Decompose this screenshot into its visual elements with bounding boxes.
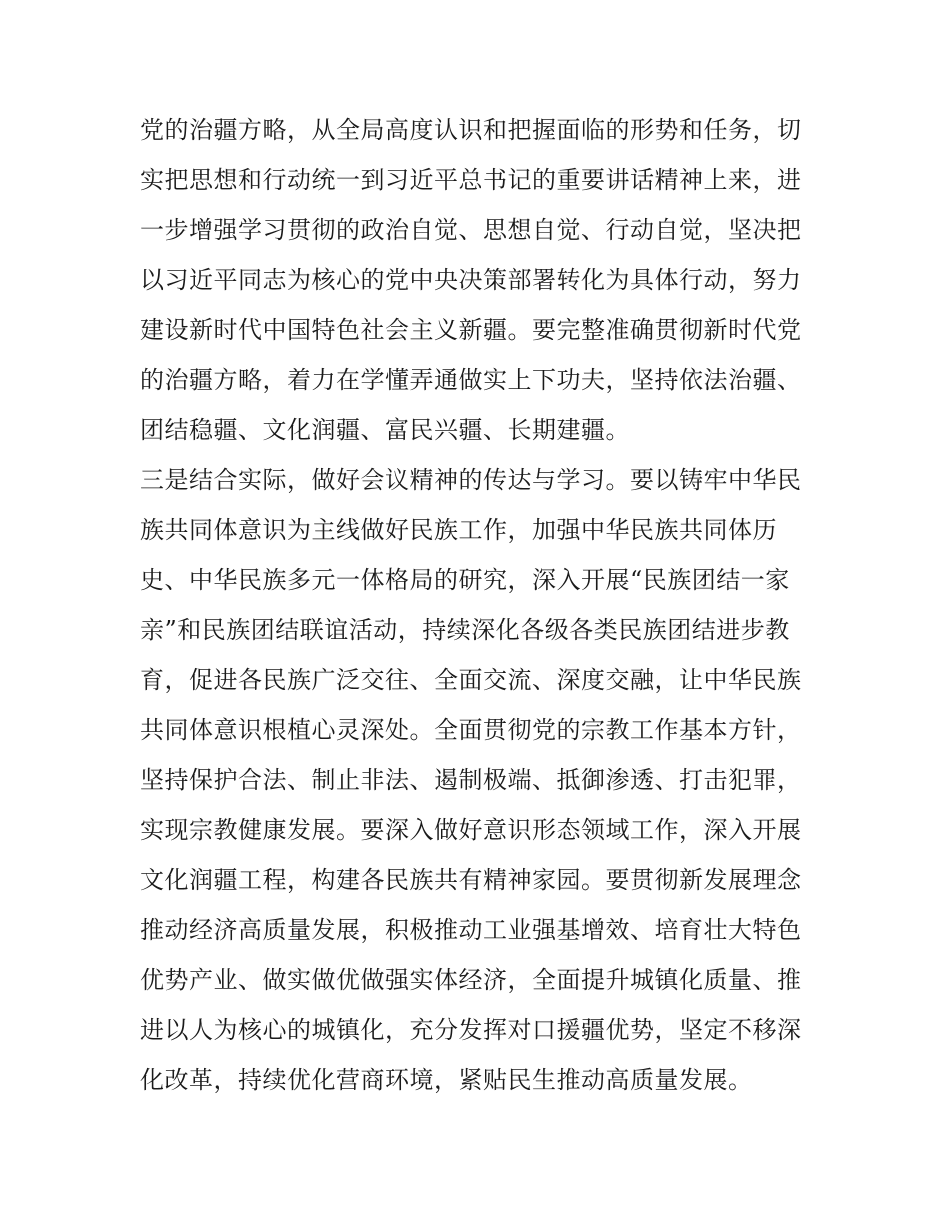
text-line: 一步增强学习贯彻的政治自觉、思想自觉、行动自觉，坚决把 (140, 216, 802, 244)
text-line: 实把思想和行动统一到习近平总书记的重要讲话精神上来，进 (140, 166, 802, 194)
text-line: 建设新时代中国特色社会主义新疆。要完整准确贯彻新时代党 (140, 316, 802, 344)
text-line: 化改革，持续优化营商环境，紧贴民生推动高质量发展。 (140, 1066, 753, 1094)
body-text (140, 105, 820, 1105)
text-line: 以习近平同志为核心的党中央决策部署转化为具体行动，努力 (140, 266, 802, 294)
text-line: 坚持保护合法、制止非法、遏制极端、抵御渗透、打击犯罪， (140, 766, 802, 794)
text-line: 三是结合实际，做好会议精神的传达与学习。要以铸牢中华民 (140, 466, 802, 494)
text-line: 育，促进各民族广泛交往、全面交流、深度交融，让中华民族 (140, 666, 802, 694)
text-line: 文化润疆工程，构建各民族共有精神家园。要贯彻新发展理念 (140, 866, 802, 894)
text-line: 实现宗教健康发展。要深入做好意识形态领域工作，深入开展 (140, 816, 802, 844)
text-line: 推动经济高质量发展，积极推动工业强基增效、培育壮大特色 (140, 916, 802, 944)
text-line: 亲”和民族团结联谊活动，持续深化各级各类民族团结进步教 (140, 616, 790, 644)
text-line: 史、中华民族多元一体格局的研究，深入开展“民族团结一家 (140, 566, 790, 594)
text-line: 团结稳疆、文化润疆、富民兴疆、长期建疆。 (140, 416, 630, 444)
text-line: 党的治疆方略，从全局高度认识和把握面临的形势和任务，切 (140, 116, 802, 144)
text-line: 的治疆方略，着力在学懂弄通做实上下功夫，坚持依法治疆、 (140, 366, 802, 394)
text-line: 族共同体意识为主线做好民族工作，加强中华民族共同体历 (140, 516, 777, 544)
text-line: 进以人为核心的城镇化，充分发挥对口援疆优势，坚定不移深 (140, 1016, 802, 1044)
text-line: 优势产业、做实做优做强实体经济，全面提升城镇化质量、推 (140, 966, 802, 994)
text-line: 共同体意识根植心灵深处。全面贯彻党的宗教工作基本方针， (140, 716, 802, 744)
